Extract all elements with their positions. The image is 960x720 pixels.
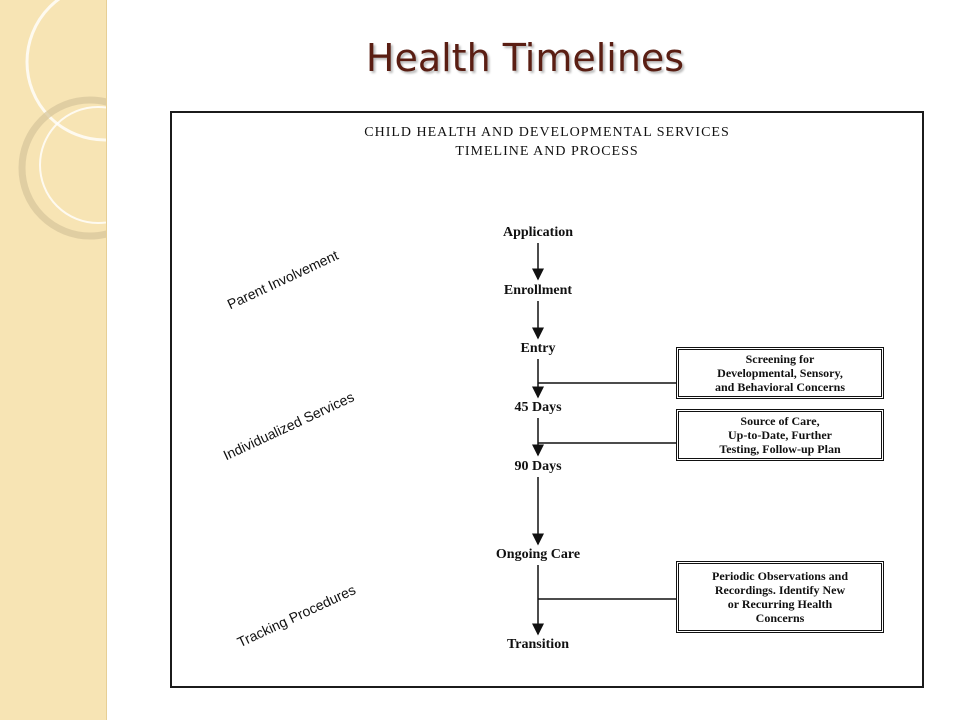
diagram-heading-line2: TIMELINE AND PROCESS	[455, 144, 639, 159]
diagram-frame	[170, 111, 924, 688]
step-transition: Transition	[507, 637, 569, 652]
side-label-tracking-procedures: Tracking Procedures	[234, 581, 358, 651]
note-periodic-observations: Periodic Observations and Recordings. Identify New or Recurring Health Concerns	[676, 561, 884, 633]
circle-ornaments-icon	[0, 0, 106, 720]
note-source-of-care: Source of Care, Up-to-Date, Further Testing, Follow-up Plan	[676, 409, 884, 461]
decorative-sidebar	[0, 0, 107, 720]
side-label-parent-involvement: Parent Involvement	[224, 246, 341, 313]
diagram-heading-line1: CHILD HEALTH AND DEVELOPMENTAL SERVICES	[364, 125, 730, 140]
step-application: Application	[502, 225, 573, 240]
step-ongoing-care: Ongoing Care	[495, 547, 581, 562]
slide-title: Health Timelines	[365, 36, 685, 80]
step-enrollment: Enrollment	[503, 283, 573, 298]
step-45-days: 45 Days	[514, 400, 562, 415]
step-entry: Entry	[520, 341, 556, 356]
side-label-individualized-services: Individualized Services	[220, 388, 357, 464]
note-screening: Screening for Developmental, Sensory, and Behavioral Concerns	[676, 347, 884, 399]
step-90-days: 90 Days	[514, 459, 562, 474]
